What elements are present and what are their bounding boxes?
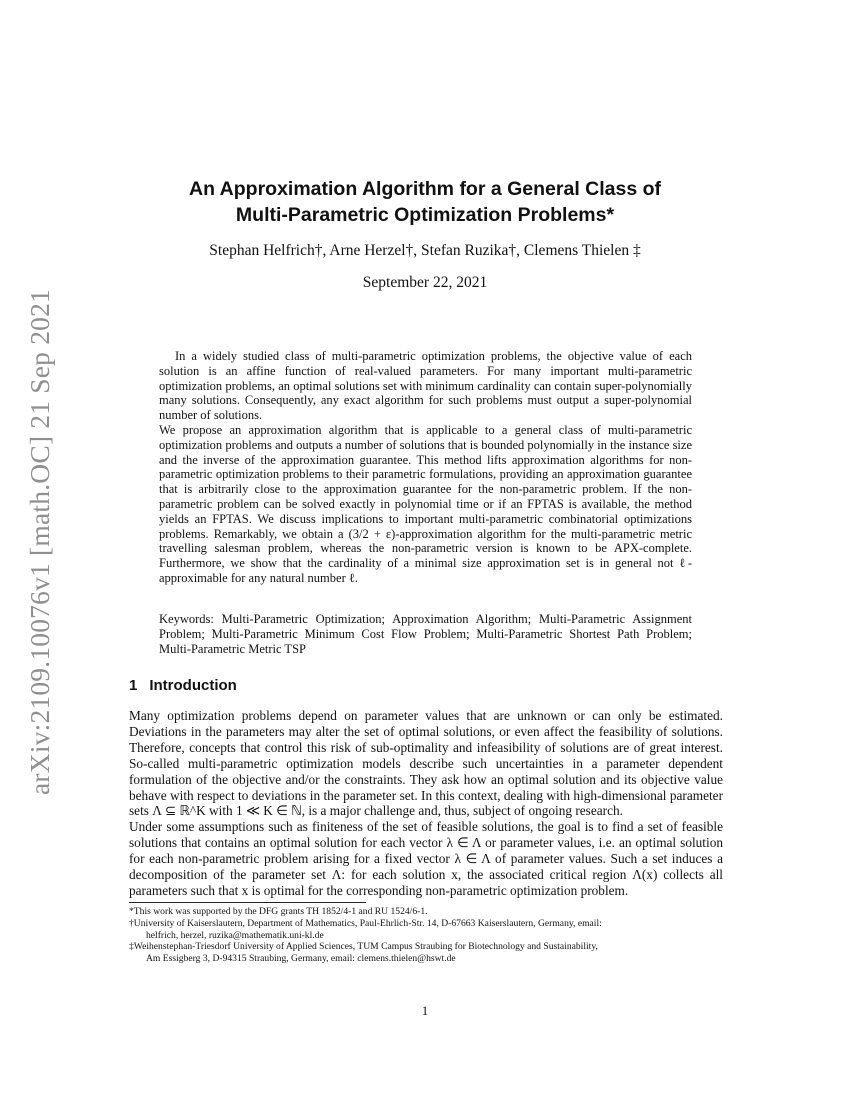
arxiv-stamp (18, 268, 62, 816)
page-number: 1 (421, 1003, 429, 1018)
abstract-paragraph-2: We propose an approximation algorithm that is applicable to a general class of multi-parametric optimization problems and outputs a number of solutions that is bounded polynomially in the instance size and the inverse of the approximation guarantee. This method lifts approximation algorithms for non-parametric optimization problems to their parametric formulations, providing an approximation guarantee that is arbitrarily close to the approximation guarantee for the non-parametric problem. If the non-parametric problem can be solved exactly in polynomial time or if an FPTAS is available, the method yields an FPTAS. We discuss implications to important multi-parametric combinatorial optimizations problems. Remarkably, we obtain a (3/2 + ε)-approximation algorithm for the multi-parametric metric travelling salesman problem, whereas the non-parametric version is known to be APX-complete. Furthermore, we show that the cardinality of a minimal size approximation set is in general not ℓ-approximable for any natural number ℓ. (159, 422, 692, 585)
arxiv-identifier: arXiv:2109.10076v1 [math.OC] 21 Sep 2021 (24, 288, 56, 796)
abstract-paragraph-1: In a widely studied class of multi-parametric optimization problems, the objective value of each solution is an affine function of real-valued parameters. For many important multi-parametric optimization problems, an optimal solutions set with minimum cardinality can contain super-polynomially many solutions. Consequently, any exact algorithm for such problems must output a super-polynomial number of solutions. (159, 349, 692, 423)
footnote-rule (129, 902, 366, 903)
section-title: Introduction (149, 677, 237, 694)
introduction-body (129, 708, 723, 899)
intro-paragraph-2: Under some assumptions such as finiteness of the set of feasible solutions, the goal is to find a set of feasible solutions that contains an optimal solution for each vector λ ∈ Λ or parameter values, i.e. an optimal solution for each non-parametric problem arising for a fixed vector λ ∈ Λ of parameter values. Such a set induces a decomposition of the parameter set Λ: for each solution x, the associated critical region Λ(x) collects all parameters such that x is optimal for the corresponding non-parametric optimization problem. (129, 819, 723, 898)
intro-paragraph-1: Many optimization problems depend on parameter values that are unknown or can only be estimated. Deviations in the parameters may alter the set of optimal solutions, or even affect the feasibility of solutions. Therefore, concepts that control this risk of sub-optimality and infeasibility of solutions are of great interest. So-called multi-parametric optimization models describe such uncertainties in a parameter dependent formulation of the objective and/or the constraints. They ask how an optimal solution and its objective value behave with respect to deviations in the parameter set. In this context, dealing with high-dimensional parameter sets Λ ⊆ ℝ^K with 1 ≪ K ∈ ℕ, is a major challenge and, thus, subject of ongoing research. (129, 708, 723, 819)
footnote-affiliation-kaiserslautern-email: helfrich, herzel, ruzika@mathematik.uni-kl.de (146, 929, 324, 941)
paper-title (0, 176, 850, 228)
section-heading (129, 677, 237, 694)
footnote-affiliation-kaiserslautern: †University of Kaiserslautern, Department of Mathematics, Paul-Ehrlich-Str. 14, D-67663 Kaiserslautern, Germany, email: (129, 917, 602, 929)
footnotes (129, 906, 725, 965)
title-line-1: An Approximation Algorithm for a General Class of (188, 178, 662, 200)
section-number: 1 (129, 677, 138, 694)
keywords: Keywords: Multi-Parametric Optimization; Approximation Algorithm; Multi-Parametric Assignment Problem; Multi-Parametric Minimum Cost Flow Problem; Multi-Parametric Shortest Path Problem; Multi-Parametric Metric TSP (159, 612, 692, 656)
abstract (159, 349, 692, 586)
footnote-funding: *This work was supported by the DFG grants TH 1852/4-1 and RU 1524/6-1. (129, 906, 428, 917)
footnote-affiliation-straubing-email: Am Essigberg 3, D-94315 Straubing, Germany, email: clemens.thielen@hswt.de (146, 953, 456, 965)
footnote-affiliation-straubing: ‡Weihenstephan-Triesdorf University of Applied Sciences, TUM Campus Straubing for Biotechnology and Sustainability, (129, 941, 598, 953)
author-list: Stephan Helfrich†, Arne Herzel†, Stefan Ruzika†, Clemens Thielen ‡ (209, 242, 641, 259)
paper-date: September 22, 2021 (362, 274, 488, 291)
title-line-2: Multi-Parametric Optimization Problems* (235, 204, 615, 226)
